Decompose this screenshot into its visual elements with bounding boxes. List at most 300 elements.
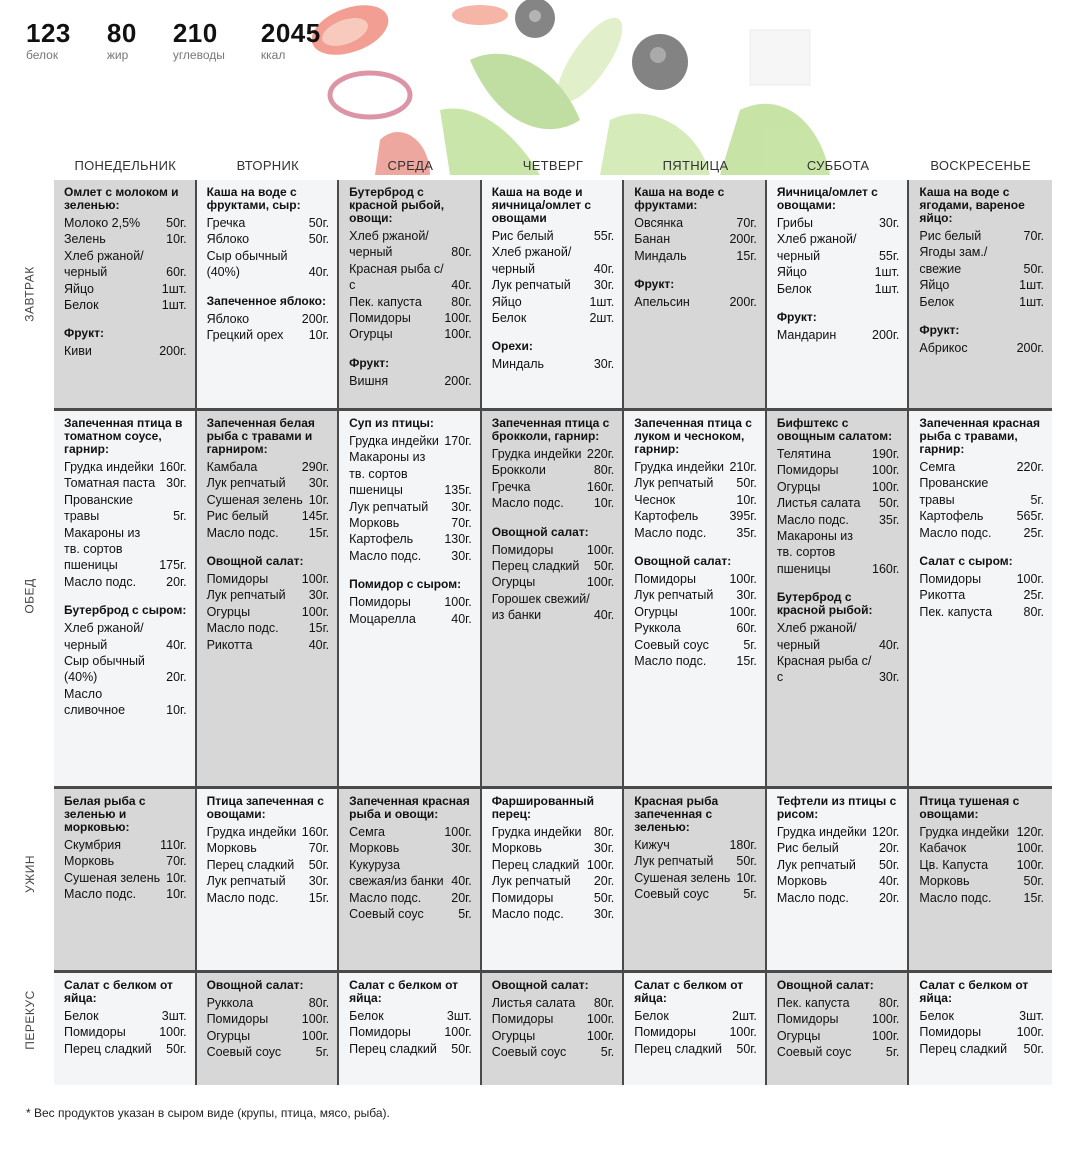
ingredient-name: Овсянка — [634, 216, 684, 230]
meal-cell — [624, 411, 767, 786]
ingredient-name: Помидоры — [349, 1025, 411, 1040]
ingredient-name: Огурцы — [206, 604, 251, 619]
ingredient-name: Лук репчатый — [491, 874, 571, 889]
ingredient-amount: 100г. — [444, 311, 472, 326]
ingredient-amount: 50г. — [736, 1041, 757, 1056]
ingredient-row — [634, 475, 757, 491]
dish-title: Овощной салат: — [491, 524, 589, 539]
ingredient-row — [634, 248, 757, 264]
ingredient-name: Сыр обычный (40%) — [206, 248, 288, 280]
ingredient-name: Огурцы — [491, 1028, 536, 1043]
dish-title: Птица запеченная с овощами: — [206, 794, 324, 821]
ingredient-row — [349, 294, 472, 310]
dish-title: Овощной салат: — [776, 978, 874, 992]
dish-block — [207, 795, 330, 906]
ingredient-amount: 20г. — [878, 890, 900, 905]
ingredient-name: Прованские травы — [919, 476, 989, 507]
ingredient-row — [207, 587, 330, 603]
ingredient-row — [634, 604, 757, 620]
ingredient-row — [777, 446, 900, 462]
ingredient-name: Рикотта — [206, 637, 253, 652]
day-header: ВТОРНИК — [236, 158, 300, 173]
ingredient-row — [207, 571, 330, 587]
ingredient-row — [634, 492, 757, 508]
meal-cell — [339, 973, 482, 1085]
ingredient-amount: 100г. — [872, 1028, 900, 1043]
ingredient-row — [207, 604, 330, 620]
ingredient-amount: 50г. — [308, 232, 330, 247]
ingredient-name: Помидоры — [919, 572, 982, 587]
meal-cell — [197, 411, 340, 786]
ingredient-name: Помидоры — [776, 1012, 839, 1027]
ingredient-name: Абрикос — [919, 341, 968, 356]
ingredient-amount: 15г. — [308, 890, 330, 905]
ingredient-row — [207, 620, 330, 636]
ingredient-name: Гречка — [491, 479, 531, 494]
meal-cell — [197, 789, 340, 970]
ingredient-row — [349, 906, 472, 922]
ingredient-amount: 100г. — [444, 825, 472, 839]
ingredient-row — [919, 294, 1044, 310]
ingredient-row — [207, 525, 330, 541]
ingredient-row — [207, 995, 330, 1011]
ingredient-name: Масло сливочное — [64, 686, 126, 718]
ingredient-name: Яйцо — [776, 265, 807, 280]
ingredient-row — [492, 906, 615, 922]
ingredient-row — [207, 248, 330, 281]
dish-block — [207, 417, 330, 541]
ingredient-amount: 5г. — [885, 1045, 900, 1060]
ingredient-amount: 145г. — [301, 509, 330, 524]
ingredient-amount: 10г. — [166, 870, 187, 885]
ingredient-row — [64, 1024, 187, 1040]
ingredient-row — [492, 824, 615, 840]
ingredient-row — [64, 297, 187, 313]
ingredient-name: Белок — [64, 1009, 99, 1023]
ingredient-amount: 100г. — [444, 595, 472, 610]
ingredient-name: Хлеб ржаной/ черный — [776, 232, 857, 263]
dish-block — [777, 186, 900, 297]
ingredient-amount: 170г. — [444, 434, 472, 448]
ingredient-amount: 35г. — [878, 512, 900, 527]
ingredient-name: Камбала — [206, 460, 258, 474]
meal-cell — [54, 411, 197, 786]
ingredient-amount: 50г. — [451, 1041, 472, 1056]
ingredient-name: Соевый соус — [634, 637, 709, 652]
ingredient-name: Масло подс. — [776, 512, 849, 527]
ingredient-row — [919, 604, 1044, 620]
ingredient-name: Помидоры — [206, 572, 269, 587]
macro-kcal — [261, 18, 321, 62]
ingredient-name: Морковь — [349, 841, 400, 856]
ingredient-amount: 160г. — [159, 460, 187, 474]
ingredient-row — [64, 837, 187, 853]
ingredient-amount: 100г. — [301, 1028, 330, 1043]
ingredient-row — [349, 594, 472, 610]
ingredient-amount: 30г. — [451, 841, 472, 856]
ingredient-row — [634, 571, 757, 587]
ingredient-amount: 30г. — [593, 907, 615, 922]
ingredient-row — [777, 824, 900, 840]
ingredient-row — [492, 890, 615, 906]
ingredient-amount: 15г. — [736, 654, 757, 669]
ingredient-amount: 100г. — [586, 857, 615, 872]
ingredient-amount: 5г. — [315, 1045, 330, 1060]
ingredient-row — [634, 886, 757, 902]
ingredient-row — [919, 890, 1044, 906]
ingredient-name: Хлеб ржаной/ черный — [349, 229, 429, 260]
ingredient-name: Соевый соус — [491, 1045, 567, 1060]
meal-row — [54, 180, 1052, 411]
ingredient-amount: 60г. — [736, 621, 757, 636]
ingredient-row — [777, 653, 900, 686]
ingredient-amount: 60г. — [166, 265, 187, 280]
ingredient-name: Грудка индейки — [776, 825, 867, 839]
ingredient-amount: 80г. — [451, 294, 472, 309]
meal-cell — [54, 180, 197, 408]
ingredient-name: Огурцы — [634, 604, 678, 619]
ingredient-row — [777, 264, 900, 280]
ingredient-name: Огурцы — [206, 1028, 251, 1043]
ingredient-name: Макароны из тв. сортов пшеницы — [349, 450, 426, 498]
ingredient-amount: 30г. — [308, 874, 330, 889]
dish-title: Красная рыба запеченная с зеленью: — [634, 794, 719, 834]
ingredient-row — [207, 824, 330, 840]
ingredient-name: Яйцо — [64, 281, 94, 296]
ingredient-amount: 50г. — [166, 216, 187, 230]
ingredient-row — [64, 525, 187, 574]
ingredient-name: Вишня — [349, 373, 389, 388]
ingredient-name: Лук репчатый — [634, 854, 714, 869]
ingredient-name: Апельсин — [634, 295, 690, 310]
ingredient-name: Рис белый — [206, 509, 269, 524]
ingredient-name: Прованские травы — [64, 492, 133, 524]
ingredient-row — [207, 475, 330, 491]
dish-block — [919, 795, 1044, 906]
macro-label: белок — [26, 48, 59, 62]
ingredient-amount: 100г. — [872, 479, 900, 494]
dish-block — [777, 979, 900, 1061]
dish-block — [492, 795, 615, 922]
ingredient-row — [919, 244, 1044, 277]
ingredient-row — [64, 1008, 187, 1024]
ingredient-name: Перец сладкий — [206, 857, 295, 872]
ingredient-amount: 5г. — [743, 887, 757, 902]
ingredient-name: Масло подс. — [64, 887, 137, 902]
dish-block — [64, 795, 187, 903]
ingredient-name: Лук репчатый — [776, 857, 856, 872]
ingredient-name: Листья салата — [776, 496, 861, 511]
ingredient-amount: 200г. — [1016, 341, 1044, 356]
ingredient-row — [349, 310, 472, 326]
ingredient-row — [349, 548, 472, 564]
ingredient-row — [634, 637, 757, 653]
ingredient-name: Белок — [64, 298, 99, 313]
dish-title: Каша на воде с фруктами, сыр: — [206, 185, 301, 212]
ingredient-amount: 70г. — [1023, 229, 1044, 243]
day-header: ЧЕТВЕРГ — [522, 158, 584, 173]
meal-row — [54, 789, 1052, 973]
ingredient-name: Грудка индейки — [634, 460, 724, 474]
ingredient-row — [349, 890, 472, 906]
ingredient-row — [207, 873, 330, 889]
ingredient-row — [64, 1041, 187, 1057]
ingredient-row — [919, 340, 1044, 356]
ingredient-name: Морковь — [919, 874, 970, 889]
macro-label: жир — [106, 48, 129, 62]
dish-title: Белая рыба с зеленью и морковью: — [64, 794, 146, 834]
meal-cell — [909, 411, 1052, 786]
ingredient-name: Банан — [634, 232, 671, 247]
ingredient-amount: 100г. — [872, 463, 900, 478]
ingredient-name: Морковь — [776, 874, 827, 889]
ingredient-row — [349, 228, 472, 261]
ingredient-amount: 1шт. — [161, 298, 187, 313]
day-header: СРЕДА — [387, 158, 434, 173]
ingredient-name: Соевый соус — [349, 907, 424, 922]
day-headers — [54, 158, 1052, 173]
ingredient-amount: 290г. — [301, 460, 330, 474]
ingredient-amount: 50г. — [736, 476, 757, 491]
ingredient-row — [777, 1011, 900, 1027]
ingredient-row — [492, 462, 615, 478]
ingredient-name: Миндаль — [634, 248, 687, 263]
ingredient-name: Скумбрия — [64, 838, 122, 852]
ingredient-name: Пек. капуста — [919, 604, 993, 619]
dish-block — [64, 327, 187, 359]
ingredient-amount: 50г. — [308, 857, 330, 872]
ingredient-row — [634, 294, 757, 310]
ingredient-amount: 80г. — [1023, 604, 1044, 619]
ingredient-row — [349, 326, 472, 342]
ingredient-name: Перец сладкий — [64, 1041, 152, 1056]
day-header: ПОНЕДЕЛЬНИК — [74, 158, 177, 173]
ingredient-row — [777, 528, 900, 577]
ingredient-amount: 3шт. — [1019, 1009, 1044, 1023]
ingredient-row — [207, 215, 330, 231]
ingredient-row — [919, 459, 1044, 475]
ingredient-name: Грибы — [776, 216, 813, 230]
ingredient-amount: 200г. — [444, 373, 472, 388]
ingredient-row — [777, 1044, 900, 1060]
ingredient-amount: 100г. — [444, 1025, 472, 1040]
ingredient-name: Масло подс. — [491, 907, 564, 922]
meal-label-snack — [18, 964, 42, 1076]
ingredient-amount: 15г. — [1023, 890, 1044, 905]
meal-cell — [339, 180, 482, 408]
ingredient-row — [349, 840, 472, 856]
ingredient-name: Соевый соус — [206, 1045, 282, 1060]
ingredient-amount: 30г. — [593, 278, 615, 293]
ingredient-name: Белок — [919, 1009, 954, 1023]
dish-block — [492, 186, 615, 326]
ingredient-amount: 200г. — [301, 311, 330, 326]
meal-cell — [909, 789, 1052, 970]
meal-cell — [909, 973, 1052, 1085]
ingredient-row — [492, 840, 615, 856]
ingredient-row — [349, 373, 472, 389]
ingredient-amount: 100г. — [301, 572, 330, 587]
ingredient-name: Пек. капуста — [349, 294, 422, 309]
ingredient-row — [64, 281, 187, 297]
ingredient-name: Грудка индейки — [64, 460, 154, 474]
ingredient-name: Огурцы — [491, 575, 536, 590]
ingredient-amount: 80г. — [308, 996, 330, 1010]
ingredient-name: Чеснок — [634, 492, 676, 507]
ingredient-amount: 120г. — [1016, 825, 1044, 839]
ingredient-row — [919, 873, 1044, 889]
ingredient-amount: 70г. — [451, 516, 472, 531]
ingredient-amount: 70г. — [166, 854, 187, 869]
ingredient-amount: 15г. — [736, 248, 757, 263]
meal-cell — [767, 411, 910, 786]
ingredient-row — [919, 1041, 1044, 1057]
ingredient-row — [634, 1024, 757, 1040]
ingredient-row — [634, 231, 757, 247]
ingredient-row — [919, 571, 1044, 587]
dish-block — [919, 555, 1044, 620]
ingredient-row — [492, 558, 615, 574]
meal-row — [54, 411, 1052, 789]
ingredient-amount: 395г. — [729, 509, 757, 524]
meal-label-text: ОБЕД — [23, 577, 37, 614]
dish-title: Фрукт: — [776, 310, 817, 325]
ingredient-row — [349, 1008, 472, 1024]
ingredient-name: Перец сладкий — [491, 559, 580, 574]
ingredient-row — [492, 310, 615, 326]
ingredient-row — [777, 495, 900, 511]
dish-block — [919, 324, 1044, 356]
ingredient-name: Помидоры — [491, 542, 554, 557]
ingredient-name: Лук репчатый — [634, 476, 714, 491]
ingredient-amount: 25г. — [1023, 588, 1044, 603]
ingredient-name: Рис белый — [919, 229, 982, 243]
ingredient-row — [919, 525, 1044, 541]
ingredient-name: Миндаль — [491, 357, 545, 372]
ingredient-row — [64, 459, 187, 475]
ingredient-name: Яйцо — [919, 278, 950, 293]
ingredient-name: Красная рыба с/с — [776, 654, 872, 685]
ingredient-row — [349, 531, 472, 547]
ingredient-row — [634, 1008, 757, 1024]
ingredient-name: Руккола — [634, 621, 681, 636]
ingredient-row — [777, 479, 900, 495]
meal-cell — [482, 411, 625, 786]
meal-label-lunch — [18, 408, 42, 783]
dish-block — [349, 357, 472, 389]
dish-block — [634, 795, 757, 903]
ingredient-row — [777, 512, 900, 528]
ingredient-row — [64, 248, 187, 281]
dish-block — [777, 311, 900, 343]
ingredient-amount: 70г. — [736, 216, 757, 230]
ingredient-name: Масло подс. — [206, 525, 279, 540]
ingredient-amount: 40г. — [308, 265, 330, 280]
ingredient-amount: 40г. — [451, 874, 472, 889]
macro-value: 80 — [106, 18, 137, 48]
dish-title: Овощной салат: — [491, 978, 589, 992]
dish-title: Фрукт: — [919, 323, 960, 338]
ingredient-name: Помидоры — [776, 463, 839, 478]
ingredient-name: Яблоко — [206, 311, 250, 326]
ingredient-amount: 40г. — [451, 278, 472, 293]
dish-block — [777, 591, 900, 686]
ingredient-name: Масло подс. — [919, 890, 992, 905]
ingredient-row — [64, 492, 187, 525]
ingredient-name: Морковь — [206, 841, 257, 856]
macro-carbs — [173, 18, 225, 62]
ingredient-row — [349, 261, 472, 294]
meal-cell — [197, 973, 340, 1085]
dish-block — [349, 795, 472, 922]
ingredient-name: Грудка индейки — [919, 825, 1010, 839]
ingredient-name: Помидоры — [634, 572, 696, 587]
ingredient-name: Сыр обычный (40%) — [64, 654, 145, 685]
ingredient-name: Рикотта — [919, 588, 966, 603]
ingredient-name: Лук репчатый — [634, 588, 714, 603]
ingredient-name: Перец сладкий — [919, 1041, 1008, 1056]
ingredient-name: Белок — [349, 1009, 384, 1023]
ingredient-name: Лук репчатый — [206, 476, 286, 491]
day-header: СУББОТА — [806, 158, 870, 173]
dish-title: Бифштекс с овощным салатом: — [776, 416, 893, 443]
ingredient-amount: 20г. — [166, 574, 187, 589]
meal-label-text: ЗАВТРАК — [23, 266, 38, 322]
meal-cell — [624, 973, 767, 1085]
ingredient-amount: 50г. — [736, 854, 757, 869]
ingredient-amount: 30г. — [451, 548, 472, 563]
ingredient-row — [64, 886, 187, 902]
ingredient-row — [492, 228, 615, 244]
ingredient-amount: 100г. — [1016, 1025, 1044, 1040]
dish-title: Фаршированный перец: — [491, 794, 594, 821]
ingredient-amount: 100г. — [159, 1025, 187, 1040]
dish-title: Запеченная белая рыба с травами и гарниром: — [206, 416, 315, 456]
dish-title: Запеченная птица в томатном соусе, гарнир: — [64, 416, 183, 456]
ingredient-row — [919, 1024, 1044, 1040]
ingredient-name: Огурцы — [776, 479, 821, 494]
ingredient-name: Листья салата — [491, 996, 576, 1010]
ingredient-row — [64, 475, 187, 491]
day-header: ПЯТНИЦА — [662, 158, 729, 173]
ingredient-row — [777, 620, 900, 653]
ingredient-name: Масло подс. — [349, 548, 422, 563]
ingredient-row — [492, 277, 615, 293]
ingredient-row — [492, 542, 615, 558]
dish-block — [777, 417, 900, 577]
ingredient-amount: 30г. — [878, 216, 900, 230]
dish-title: Фрукт: — [349, 355, 390, 370]
dish-title: Каша на воде с ягодами, вареное яйцо: — [919, 185, 1025, 225]
ingredient-name: Масло подс. — [206, 621, 279, 636]
ingredient-row — [349, 433, 472, 449]
ingredient-row — [634, 215, 757, 231]
ingredient-amount: 15г. — [308, 621, 330, 636]
ingredient-amount: 100г. — [1016, 841, 1044, 856]
ingredient-row — [64, 215, 187, 231]
ingredient-amount: 50г. — [166, 1041, 187, 1056]
ingredient-name: Кукуруза свежая/из банки — [349, 857, 444, 889]
dish-title: Бутерброд с сыром: — [64, 603, 187, 618]
ingredient-name: Макароны из тв. сортов пшеницы — [64, 525, 141, 573]
ingredient-name: Морковь — [491, 841, 542, 856]
ingredient-amount: 30г. — [308, 588, 330, 603]
ingredient-row — [349, 824, 472, 840]
macro-value: 123 — [26, 18, 71, 48]
ingredient-row — [634, 459, 757, 475]
ingredient-name: Соевый соус — [634, 887, 709, 902]
ingredient-amount: 15г. — [308, 525, 330, 540]
